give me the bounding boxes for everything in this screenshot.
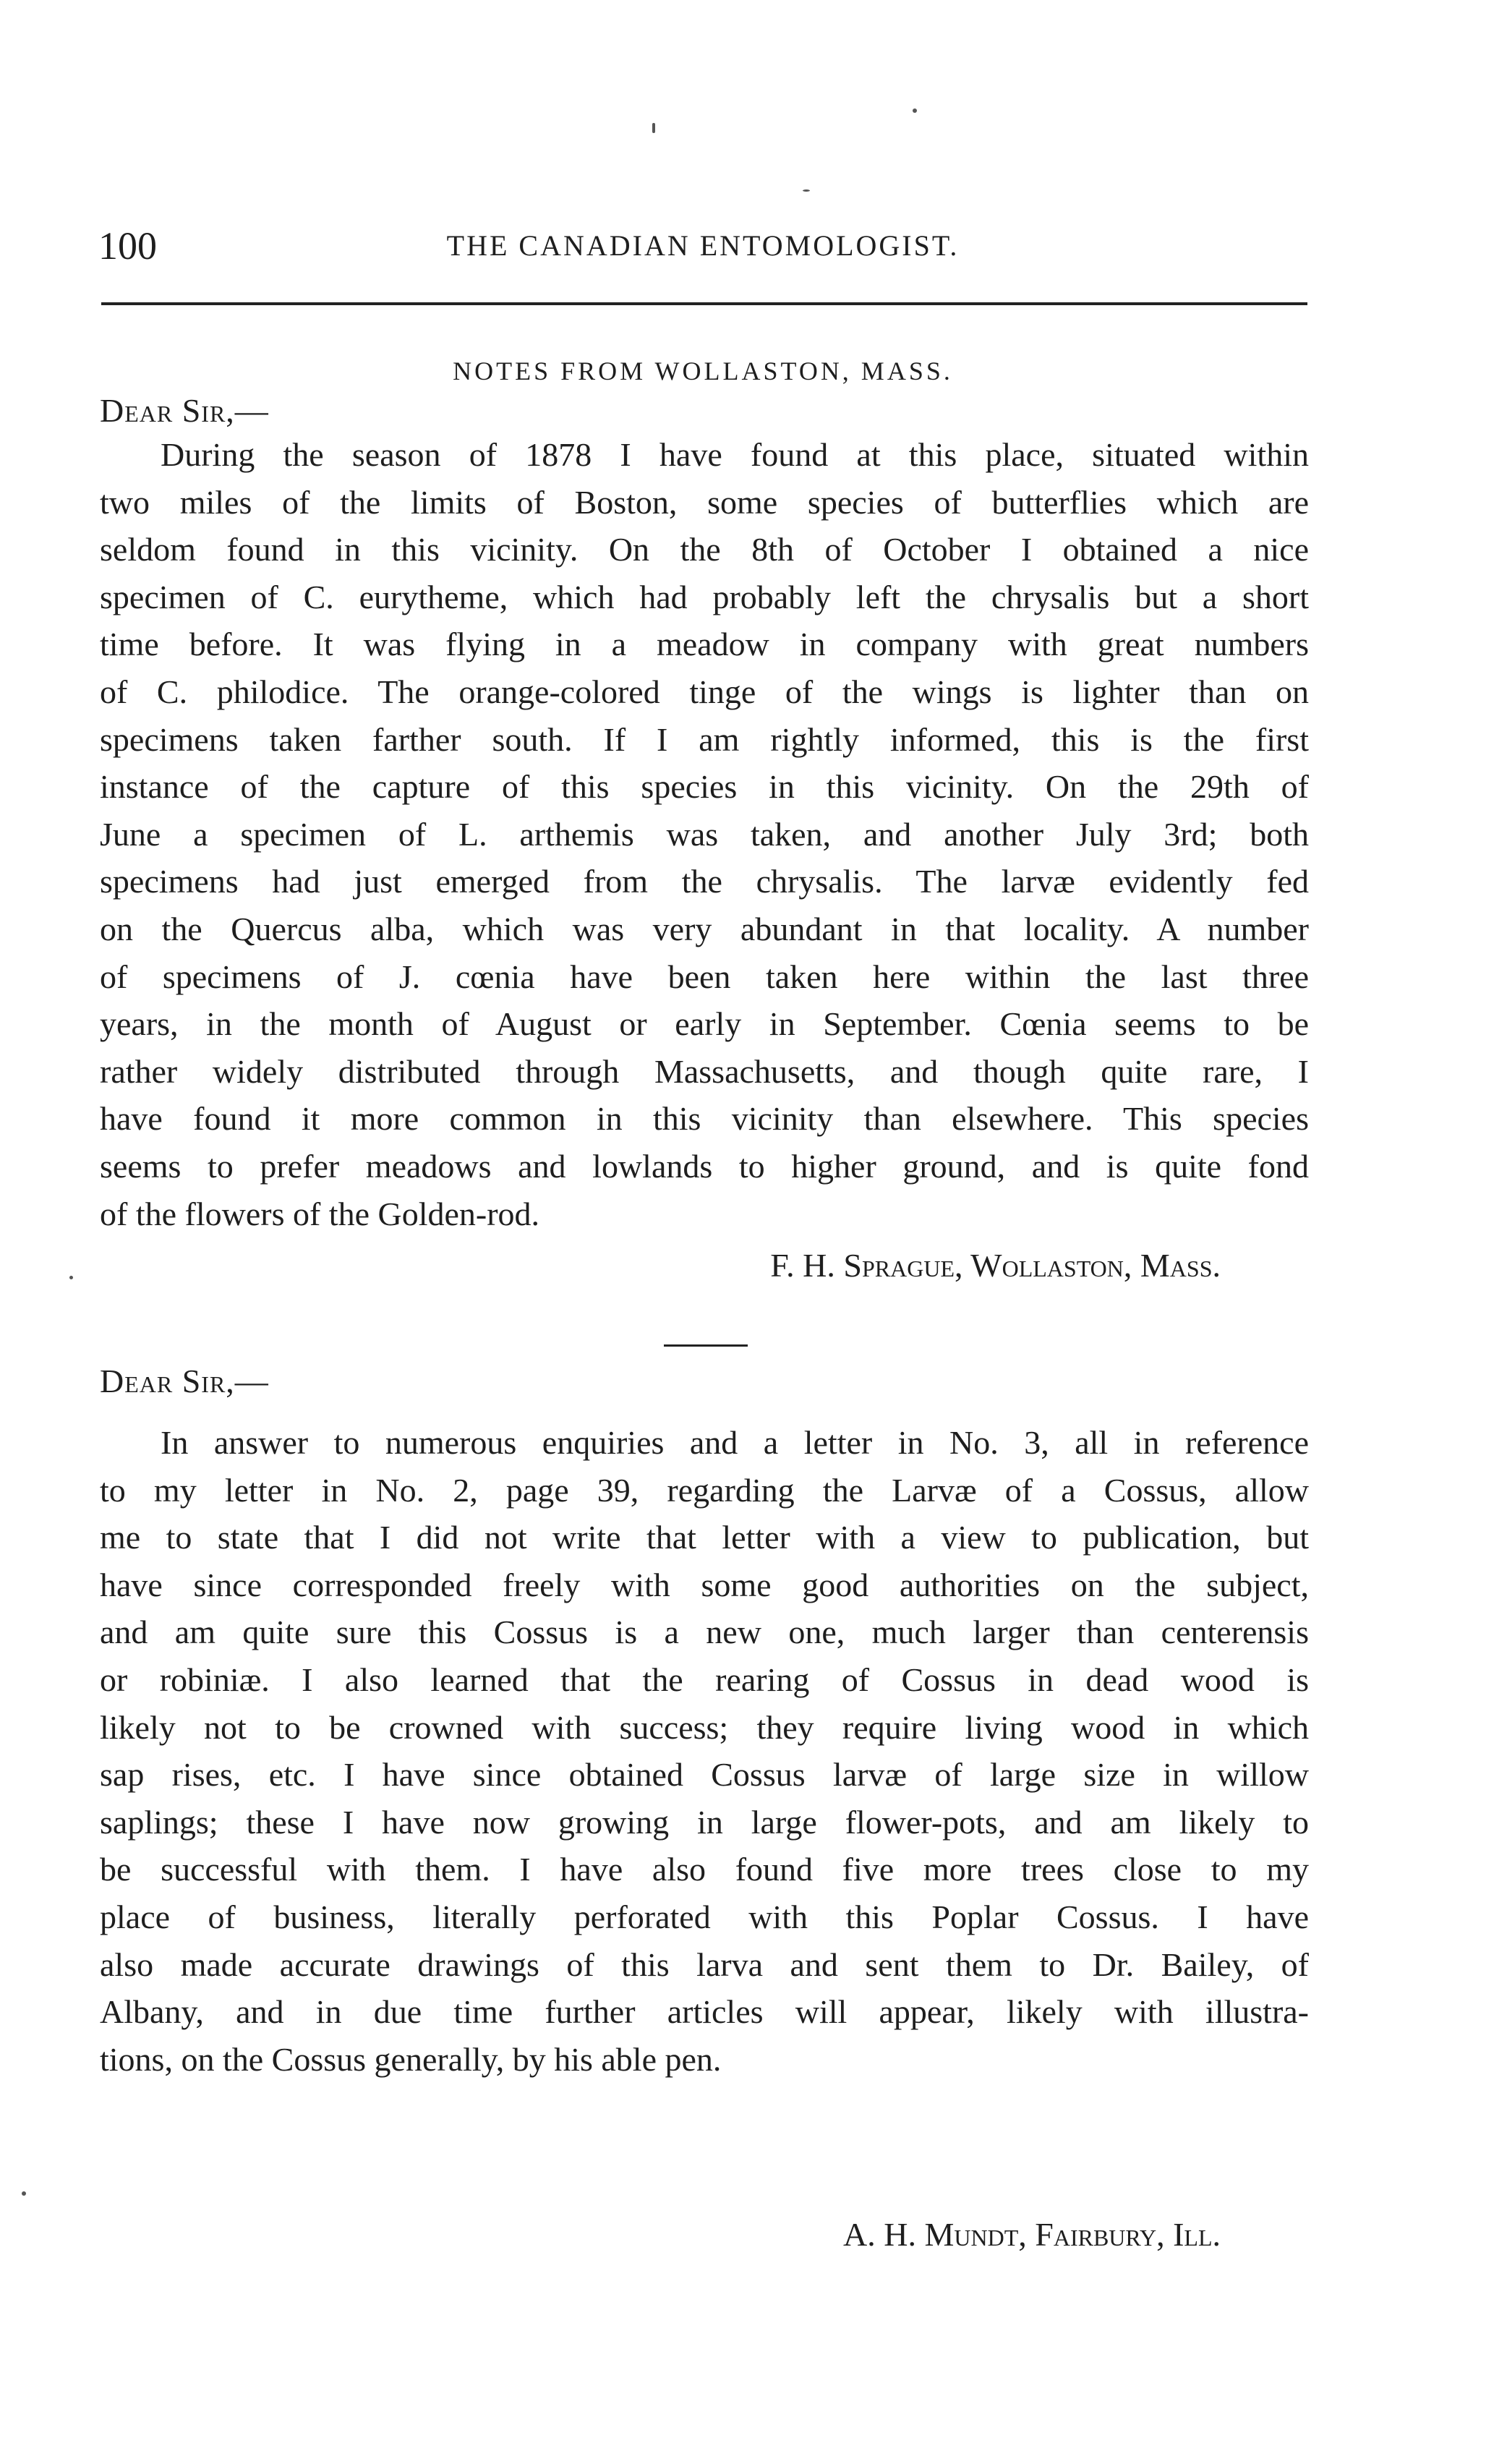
text-line: years, in the month of August or early in September. Cœnia seems to be: [100, 1005, 1309, 1043]
article-title: NOTES FROM WOLLASTON, MASS.: [453, 357, 953, 385]
text-line: of specimens of J. cœnia have been taken here within the last three: [100, 958, 1309, 995]
text-line: and am quite sure this Cossus is a new one, much larger than centerensis: [100, 1613, 1309, 1651]
text-line: of the flowers of the Golden-rod.: [100, 1195, 540, 1232]
signature-2-text: A. H. Mundt, Fairbury, Ill.: [843, 2216, 1221, 2253]
text-line: During the season of 1878 I have found at this place, situated within: [161, 436, 1309, 473]
signature-1-text: F. H. Sprague, Wollaston, Mass.: [770, 1247, 1221, 1284]
text-line: specimens had just emerged from the chrysalis. The larvæ evidently fed: [100, 863, 1309, 900]
text-line: instance of the capture of this species in this vicinity. On the 29th of: [100, 768, 1309, 806]
page-header: [98, 217, 1307, 275]
salutation-1: [100, 389, 269, 432]
text-line: have since corresponded freely with some good authorities on the subject,: [100, 1566, 1309, 1603]
text-line: me to state that I did not write that letter with a view to publication, but: [100, 1519, 1309, 1556]
text-line: seems to prefer meadows and lowlands to higher ground, and is quite fond: [100, 1147, 1309, 1185]
text-line: also made accurate drawings of this larva and sent them to Dr. Bailey, of: [100, 1945, 1309, 1983]
text-line: sap rises, etc. I have since obtained Cossus larvæ of large size in willow: [100, 1756, 1309, 1794]
text-line: time before. It was flying in a meadow in company with great numbers: [100, 626, 1309, 663]
signature-1: [98, 1244, 1307, 1287]
print-speck: [913, 108, 917, 113]
text-line: tions, on the Cossus generally, by his able pen.: [100, 2040, 722, 2078]
text-line: saplings; these I have now growing in large flower-pots, and am likely to: [100, 1803, 1309, 1841]
print-speck: [69, 1276, 73, 1279]
text-line: likely not to be crowned with success; they require living wood in which: [100, 1708, 1309, 1746]
salutation-2-text: Dear Sir,—: [100, 1363, 269, 1399]
print-speck: [22, 2191, 26, 2196]
print-speck: [652, 123, 655, 133]
text-line: specimens taken farther south. If I am rightly informed, this is the first: [100, 720, 1309, 758]
text-line: have found it more common in this vicinity than elsewhere. This species: [100, 1100, 1309, 1138]
signature-2: [98, 2213, 1307, 2256]
text-line: place of business, literally perforated with this Poplar Cossus. I have: [100, 1898, 1309, 1935]
letter-1-body: [100, 431, 1309, 1237]
header-rule: [101, 302, 1307, 305]
text-line: be successful with them. I have also found five more trees close to my: [100, 1851, 1309, 1888]
salutation-1-text: Dear Sir,—: [100, 392, 269, 429]
text-line: two miles of the limits of Boston, some species of butterflies which are: [100, 483, 1309, 521]
text-line: In answer to numerous enquiries and a letter in No. 3, all in reference: [161, 1424, 1309, 1461]
section-divider: [664, 1344, 748, 1347]
running-head: THE CANADIAN ENTOMOLOGIST.: [446, 229, 960, 262]
letter-2-body: [100, 1419, 1309, 2083]
page-number: 100: [98, 224, 157, 268]
text-line: on the Quercus alba, which was very abundant in that locality. A number: [100, 910, 1309, 947]
print-speck: [803, 189, 810, 192]
salutation-2: [100, 1360, 269, 1403]
text-line: rather widely distributed through Massachusetts, and though quite rare, I: [100, 1052, 1309, 1090]
text-line: to my letter in No. 2, page 39, regarding the Larvæ of a Cossus, allow: [100, 1471, 1309, 1509]
text-line: Albany, and in due time further articles will appear, likely with illustra-: [100, 1993, 1309, 2031]
text-line: of C. philodice. The orange-colored tinge of the wings is lighter than on: [100, 673, 1309, 710]
text-line: specimen of C. eurytheme, which had probably left the chrysalis but a short: [100, 578, 1309, 615]
text-line: seldom found in this vicinity. On the 8th of October I obtained a nice: [100, 531, 1309, 568]
text-line: or robiniæ. I also learned that the rearing of Cossus in dead wood is: [100, 1661, 1309, 1698]
text-line: June a specimen of L. arthemis was taken, and another July 3rd; both: [100, 815, 1309, 853]
